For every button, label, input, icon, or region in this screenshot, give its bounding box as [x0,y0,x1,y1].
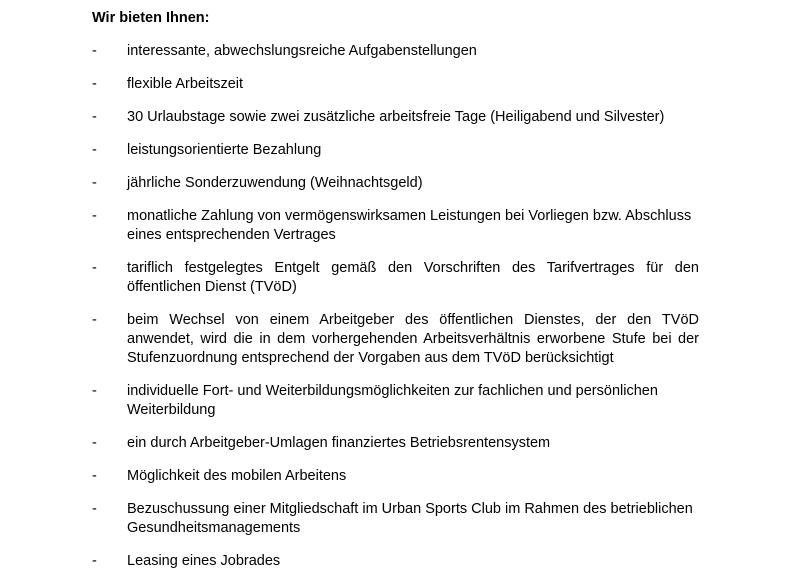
list-item-text: monatliche Zahlung von vermögenswirksamen Leistungen bei Vorliegen bzw. Abschluss eines entsprechenden Vertrages [127,208,692,243]
list-item-text: ein durch Arbeitgeber-Umlagen finanziertes Betriebsrentensystem [127,435,551,451]
bullet-dash: - [92,312,97,328]
bullet-dash: - [92,260,97,276]
list-item [92,174,785,193]
benefits-list [92,42,785,571]
list-item-text: leistungsorientierte Bezahlung [127,142,322,158]
bullet-dash: - [92,175,97,191]
bullet-dash: - [92,468,97,484]
bullet-dash: - [92,109,97,125]
list-item [92,552,785,571]
list-item [92,207,785,245]
list-item-text: beim Wechsel von einem Arbeitgeber des öffentlichen Dienstes, der den TVöD anwendet, wird die in dem vorhergehenden Arbeitsverhältnis erworbene Stufe bei der Stufenzuordnung entsprechend der Vorgaben aus dem TVöD berücksichtigt [127,312,699,366]
list-item [92,75,785,94]
list-item-text: jährliche Sonderzuwendung (Weihnachtsgeld) [127,175,423,191]
list-item [92,434,785,453]
list-item-text: interessante, abwechslungsreiche Aufgabenstellungen [127,43,477,59]
list-item [92,467,785,486]
bullet-dash: - [92,501,97,517]
bullet-dash: - [92,76,97,92]
bullet-dash: - [92,435,97,451]
list-item [92,259,785,297]
bullet-dash: - [92,142,97,158]
section-heading: Wir bieten Ihnen: [92,10,210,26]
bullet-dash: - [92,553,97,569]
list-item [92,141,785,160]
list-item [92,382,785,420]
list-item-text: Möglichkeit des mobilen Arbeitens [127,468,347,484]
list-item [92,311,785,368]
list-item [92,500,785,538]
list-item-text: Bezuschussung einer Mitgliedschaft im Urban Sports Club im Rahmen des betrieblichen Gesundheitsmanagements [127,501,693,536]
list-item-text: Leasing eines Jobrades [127,553,281,569]
bullet-dash: - [92,208,97,224]
list-item [92,108,785,127]
list-item-text: individuelle Fort- und Weiterbildungsmöglichkeiten zur fachlichen und persönlichen Weiterbildung [127,383,658,418]
bullet-dash: - [92,383,97,399]
list-item-text: flexible Arbeitszeit [127,76,244,92]
list-item-text: tariflich festgelegtes Entgelt gemäß den Vorschriften des Tarifvertrages für den öffentlichen Dienst (TVöD) [127,260,699,295]
list-item [92,42,785,61]
list-item-text: 30 Urlaubstage sowie zwei zusätzliche arbeitsfreie Tage (Heiligabend und Silvester) [127,109,665,125]
bullet-dash: - [92,43,97,59]
